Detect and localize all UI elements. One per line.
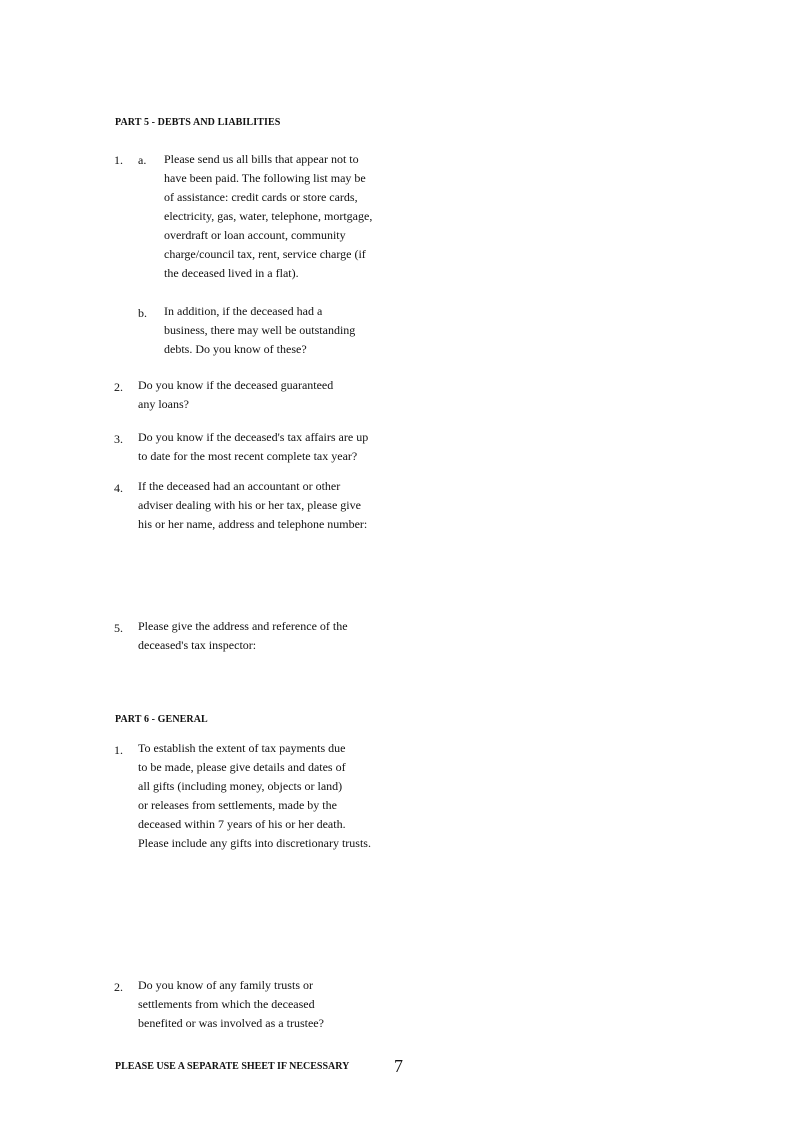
part5-q1a-label: a. [138,153,147,167]
text-line: have been paid. The following list may be [164,171,366,185]
part5-q1b-label: b. [138,306,147,320]
text-line: deceased's tax inspector: [138,638,257,652]
text-line: Do you know if the deceased's tax affairs are up [138,430,369,444]
text-line: Do you know if the deceased guaranteed [138,378,334,392]
part5-q1a-text [164,150,372,283]
text-line: the deceased lived in a flat). [164,266,299,280]
text-line: overdraft or loan account, community [164,228,346,242]
text-line: his or her name, address and telephone number: [138,517,368,531]
part6-heading: PART 6 - GENERAL [115,714,208,725]
text-line: electricity, gas, water, telephone, mortgage, [164,209,373,223]
text-line: settlements from which the deceased [138,997,315,1011]
part5-heading: PART 5 - DEBTS AND LIABILITIES [115,117,281,128]
text-line: In addition, if the deceased had a [164,304,323,318]
text-line: deceased within 7 years of his or her death. [138,817,346,831]
part5-q1-number: 1. [114,153,123,167]
part6-q1-text [138,739,371,853]
text-line: to date for the most recent complete tax year? [138,449,358,463]
text-line: To establish the extent of tax payments due [138,741,346,755]
part5-q5-number: 5. [114,621,123,635]
text-line: any loans? [138,397,189,411]
part5-q2-text [138,376,333,414]
part5-q3-text [138,428,368,466]
part6-q1-number: 1. [114,743,123,757]
text-line: to be made, please give details and dates of [138,760,346,774]
text-line: Please give the address and reference of the [138,619,348,633]
text-line: Do you know of any family trusts or [138,978,313,992]
text-line: adviser dealing with his or her tax, please give [138,498,361,512]
text-line: debts. Do you know of these? [164,342,307,356]
part5-q2-number: 2. [114,380,123,394]
text-line: all gifts (including money, objects or land) [138,779,343,793]
page-number: 7 [394,1056,403,1076]
text-line: or releases from settlements, made by the [138,798,337,812]
part5-q4-text [138,477,367,534]
text-line: Please send us all bills that appear not to [164,152,359,166]
text-line: of assistance: credit cards or store cards, [164,190,358,204]
part5-q4-number: 4. [114,481,123,495]
text-line: charge/council tax, rent, service charge (if [164,247,366,261]
part5-q5-text [138,617,348,655]
text-line: Please include any gifts into discretionary trusts. [138,836,371,850]
part5-q1b-text [164,302,355,359]
text-line: business, there may well be outstanding [164,323,356,337]
part6-q2-number: 2. [114,980,123,994]
part5-q3-number: 3. [114,432,123,446]
text-line: If the deceased had an accountant or other [138,479,341,493]
text-line: benefited or was involved as a trustee? [138,1016,324,1030]
footer-note: PLEASE USE A SEPARATE SHEET IF NECESSARY [115,1061,350,1072]
part6-q2-text [138,976,324,1033]
